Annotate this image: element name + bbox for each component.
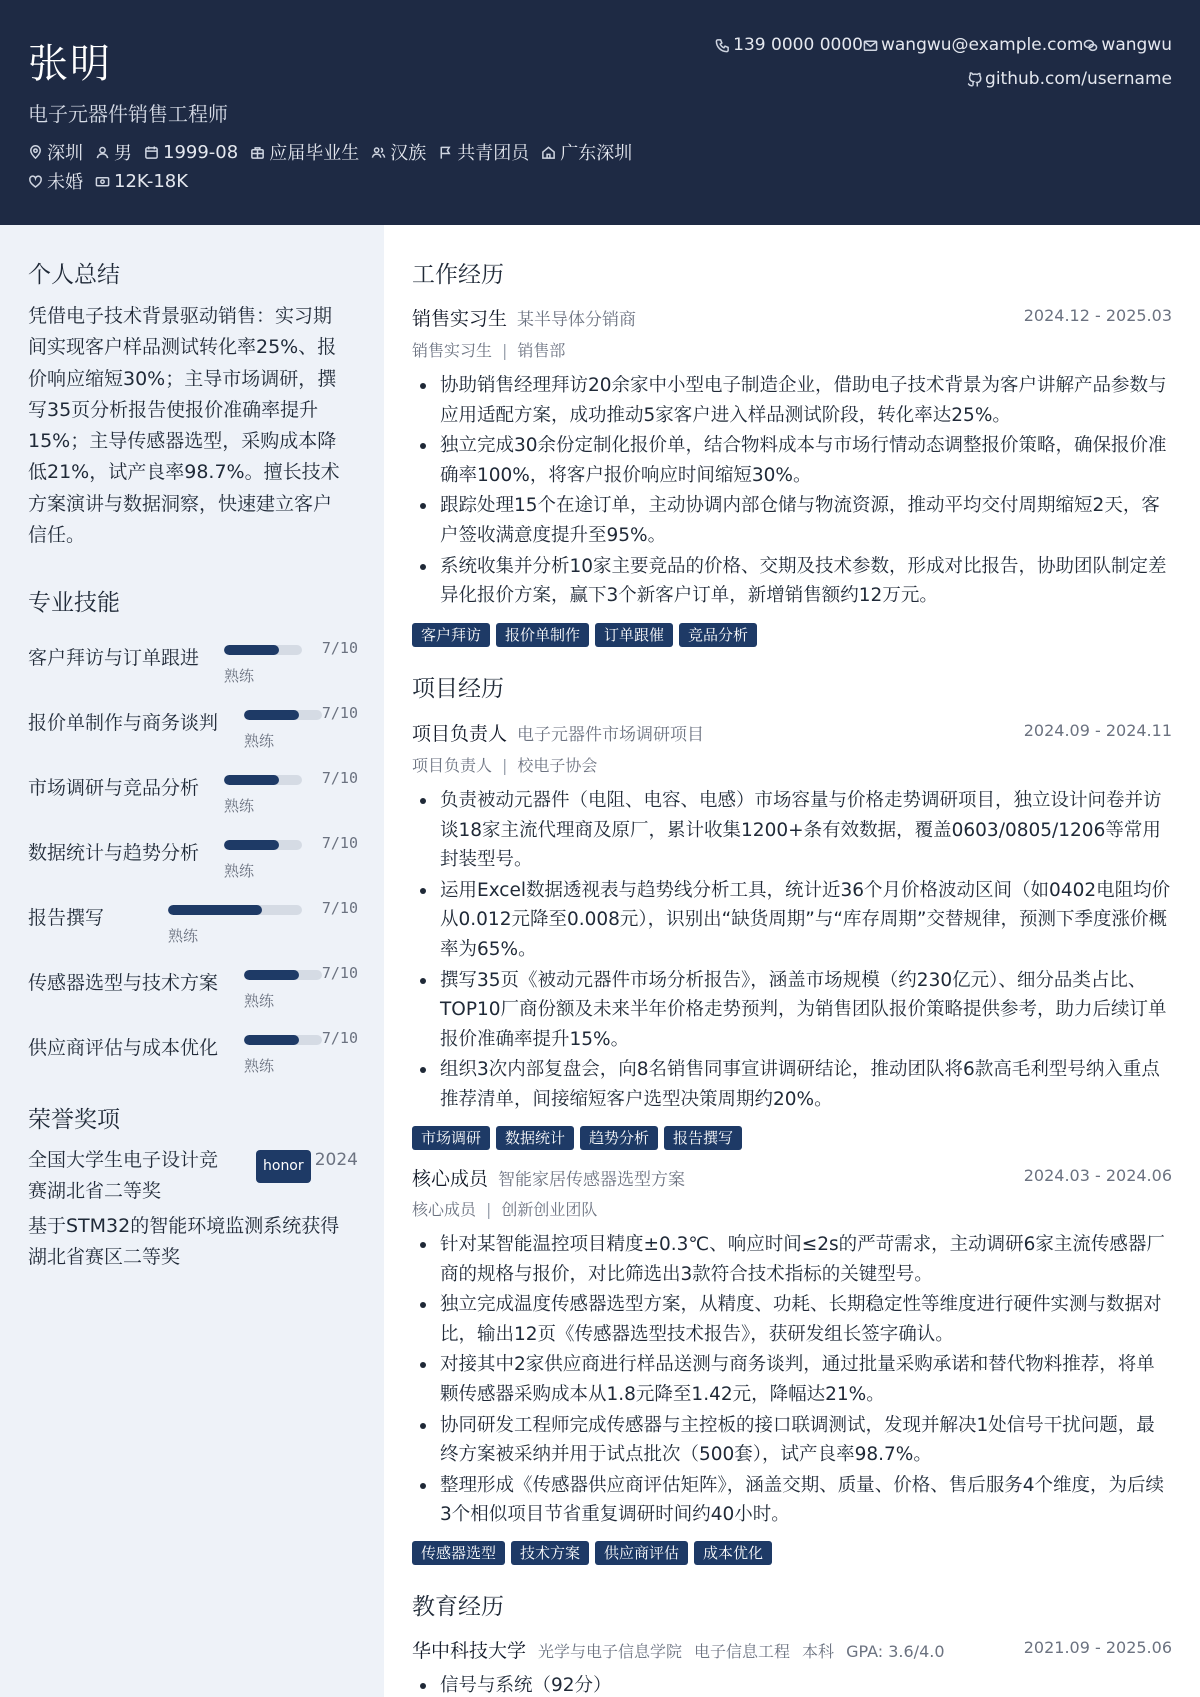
project-entry-head: 项目负责人 电子元器件市场调研项目 2024.09 - 2024.11: [412, 721, 1172, 745]
skill-item: 市场调研与竞品分析 熟练 7/10: [28, 769, 358, 815]
project-bullets: [412, 786, 1172, 1116]
tag: 订单跟催: [595, 623, 673, 647]
list-item: 负责被动元器件（电阻、电容、电感）市场容量与价格走势调研项目，独立设计问卷并访谈18家主流代理商及原厂，累计收集1200+条有效数据，覆盖0603/0805/1206等常用封装型号。: [412, 786, 1172, 875]
flag-icon: [438, 145, 453, 160]
calendar-icon: [144, 145, 159, 160]
skill-bar: [244, 1035, 322, 1045]
meta-ethnicity: 汉族: [371, 139, 426, 165]
project-title: 项目经历: [412, 676, 504, 702]
project-tags: [412, 1541, 772, 1565]
list-item: 协同研发工程师完成传感器与主控板的接口联调测试，发现并解决1处信号干扰问题，最终方案被采纳并用于试点批次（500套），试产良率98.7%。: [412, 1411, 1172, 1470]
contact-email[interactable]: wangwu@example.com: [863, 35, 1083, 55]
meta-hometown: 广东深圳: [541, 139, 632, 165]
work-title: 工作经历: [412, 262, 504, 288]
skill-item: 传感器选型与技术方案 熟练 7/10: [28, 964, 358, 1010]
contact-line-2: [715, 68, 1172, 90]
meta-location: 深圳: [28, 139, 83, 165]
tag: 报告撰写: [664, 1126, 742, 1150]
skill-bar: [224, 645, 302, 655]
award-badge: honor: [256, 1150, 311, 1183]
summary-text: 凭借电子技术背景驱动销售：实习期间实现客户样品测试转化率25%、报价响应缩短30%；主导市场调研，撰写35页分析报告使报价准确率提升15%；主导传感器选型，采购成本降低21%，试产良率98.7%。擅长技术方案演讲与数据洞察，快速建立客户信任。: [28, 305, 340, 547]
skill-bar: [244, 710, 322, 720]
skill-item: 数据统计与趋势分析 熟练 7/10: [28, 834, 358, 880]
list-item: 独立完成温度传感器选型方案，从精度、功耗、长期稳定性等维度进行硬件实测与数据对比，输出12页《传感器选型技术报告》，获研发组长签字确认。: [412, 1290, 1172, 1349]
meta-marital: 未婚: [28, 168, 83, 194]
list-item: 运用Excel数据透视表与趋势线分析工具，统计近36个月价格波动区间（如0402电阻均价从0.012元降至0.008元），识别出“缺货周期”与“库存周期”交替规律，预测下季度涨价概率为65%。: [412, 876, 1172, 965]
award-item: 基于STM32的智能环境监测系统获得湖北省赛区二等奖: [28, 1215, 340, 1268]
tag: 成本优化: [694, 1541, 772, 1565]
list-item: 独立完成30余份定制化报价单，结合物料成本与市场行情动态调整报价策略，确保报价准确率100%，将客户报价响应时间缩短30%。: [412, 431, 1172, 490]
phone-icon: [715, 38, 730, 53]
meta-political: 共青团员: [438, 139, 529, 165]
list-item: 对接其中2家供应商进行样品送测与商务谈判，通过批量采购承诺和替代物料推荐，将单颗传感器采购成本从1.8元降至1.42元，降幅达21%。: [412, 1350, 1172, 1409]
tag: 技术方案: [511, 1541, 589, 1565]
list-item: 针对某智能温控项目精度±0.3℃、响应时间≤2s的严苛需求，主动调研6家主流传感器厂商的规格与报价，对比筛选出3款符合技术指标的关键型号。: [412, 1230, 1172, 1289]
main-content: [384, 225, 1200, 1697]
tag: 市场调研: [412, 1126, 490, 1150]
education-bullets: [412, 1671, 1172, 1697]
contact-github[interactable]: github.com/username: [967, 69, 1172, 89]
work-tags: [412, 623, 757, 647]
skill-bar: [224, 840, 302, 850]
resume-header: [0, 0, 1200, 225]
github-icon: [967, 72, 982, 87]
candidate-name: 张明: [28, 41, 112, 87]
summary-title: 个人总结: [28, 262, 120, 288]
wechat-icon: [1083, 38, 1098, 53]
candidate-title: 电子元器件销售工程师: [28, 102, 228, 126]
home-icon: [541, 145, 556, 160]
skill-item: 客户拜访与订单跟进 熟练 7/10: [28, 639, 358, 685]
skill-bar: [244, 970, 322, 980]
tag: 趋势分析: [580, 1126, 658, 1150]
list-item: 信号与系统（92分）: [412, 1671, 1172, 1697]
meta-status: 应届毕业生: [250, 139, 359, 165]
briefcase-icon: [250, 145, 265, 160]
work-entry-sub: 销售实习生 | 销售部: [412, 341, 566, 360]
skill-item: 报告撰写 熟练 7/10: [28, 899, 358, 945]
list-item: 系统收集并分析10家主要竞品的价格、交期及技术参数，形成对比报告，协助团队制定差异化报价方案，赢下3个新客户订单，新增销售额约12万元。: [412, 552, 1172, 611]
skill-item: 报价单制作与商务谈判 熟练 7/10: [28, 704, 358, 750]
people-icon: [371, 145, 386, 160]
award-item: 全国大学生电子设计竞赛湖北省二等奖 honor 2024: [28, 1145, 358, 1207]
contact-wechat[interactable]: wangwu: [1083, 35, 1172, 55]
tag: 报价单制作: [496, 623, 589, 647]
contact-block: [715, 34, 1172, 90]
education-entry-head: 华中科技大学 光学与电子信息学院 电子信息工程 本科 GPA: 3.6/4.0 2021.09 - 2025.06: [412, 1638, 1172, 1662]
skills-title: 专业技能: [28, 590, 120, 616]
location-icon: [28, 145, 43, 160]
tag: 数据统计: [496, 1126, 574, 1150]
user-icon: [95, 145, 110, 160]
mail-icon: [863, 38, 878, 53]
list-item: 撰写35页《被动元器件市场分析报告》，涵盖市场规模（约230亿元）、细分品类占比、TOP10厂商份额及未来半年价格走势预判，为销售团队报价策略提供参考，助力后续订单报价准确率提升15%。: [412, 966, 1172, 1055]
contact-phone[interactable]: 139 0000 0000: [715, 35, 863, 55]
project-entry-head: 核心成员 智能家居传感器选型方案 2024.03 - 2024.06: [412, 1166, 1172, 1190]
skill-item: 供应商评估与成本优化 熟练 7/10: [28, 1029, 358, 1075]
contact-line-1: [715, 34, 1172, 56]
project-entry-sub: 项目负责人 | 校电子协会: [412, 756, 598, 775]
tag: 供应商评估: [595, 1541, 688, 1565]
list-item: 整理形成《传感器供应商评估矩阵》，涵盖交期、质量、价格、售后服务4个维度，为后续3个相似项目节省重复调研时间约40小时。: [412, 1471, 1172, 1530]
meta-salary: 12K-18K: [95, 171, 188, 192]
meta-gender: 男: [95, 139, 132, 165]
skill-bar: [224, 775, 302, 785]
award-year: 2024: [314, 1150, 358, 1170]
awards-title: 荣誉奖项: [28, 1107, 120, 1133]
list-item: 协助销售经理拜访20余家中小型电子制造企业，借助电子技术背景为客户讲解产品参数与应用适配方案，成功推动5家客户进入样品测试阶段，转化率达25%。: [412, 371, 1172, 430]
meta-row-1: [28, 139, 644, 165]
meta-birth: 1999-08: [144, 142, 238, 163]
project-bullets: [412, 1230, 1172, 1531]
education-title: 教育经历: [412, 1594, 504, 1620]
heart-icon: [28, 174, 43, 189]
list-item: 组织3次内部复盘会，向8名销售同事宣讲调研结论，推动团队将6款高毛利型号纳入重点推荐清单，间接缩短客户选型决策周期约20%。: [412, 1055, 1172, 1114]
project-entry-sub: 核心成员 | 创新创业团队: [412, 1200, 598, 1219]
meta-row-2: [28, 168, 200, 194]
list-item: 跟踪处理15个在途订单，主动协调内部仓储与物流资源，推动平均交付周期缩短2天，客户签收满意度提升至95%。: [412, 491, 1172, 550]
work-entry-head: 销售实习生 某半导体分销商 2024.12 - 2025.03: [412, 306, 1172, 330]
work-bullets: [412, 371, 1172, 612]
tag: 竞品分析: [679, 623, 757, 647]
tag: 客户拜访: [412, 623, 490, 647]
money-icon: [95, 174, 110, 189]
project-tags: [412, 1126, 742, 1150]
tag: 传感器选型: [412, 1541, 505, 1565]
skill-bar: [168, 905, 302, 915]
